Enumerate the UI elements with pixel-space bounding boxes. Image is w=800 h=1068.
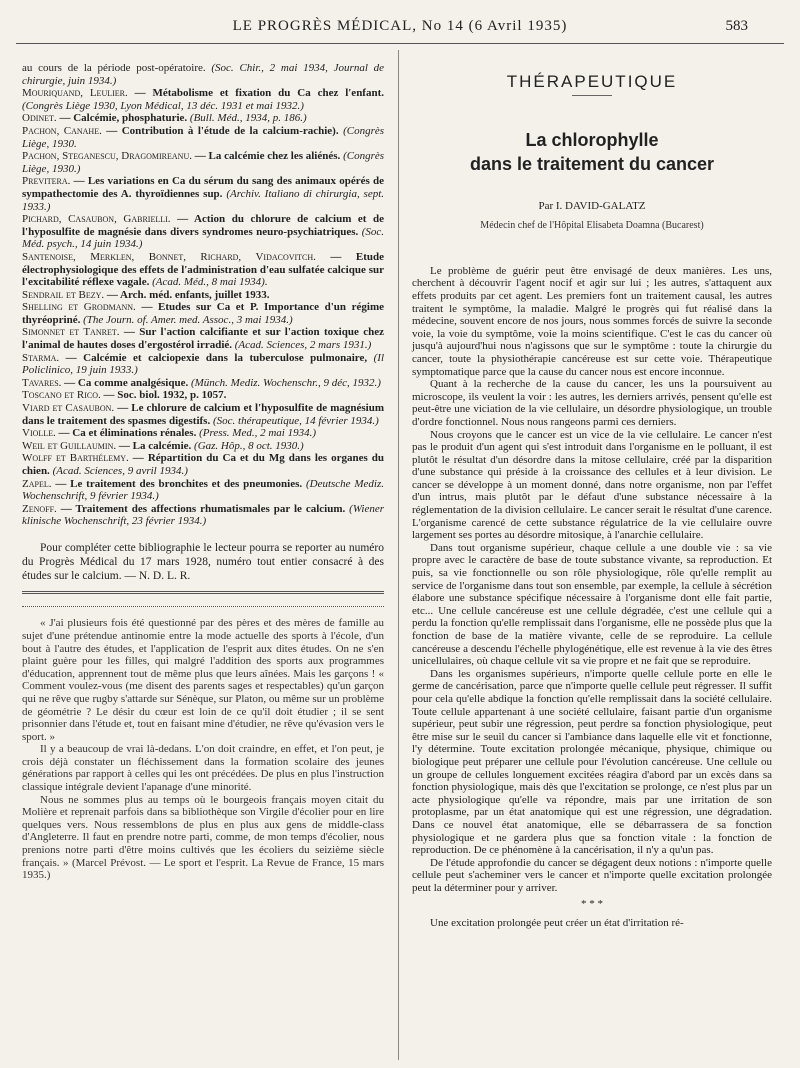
bibliography-entry xyxy=(22,427,384,440)
entry-source: (Soc. Chir., 2 mai 1934, Journal de chirurgie, juin 1934.) xyxy=(22,62,385,87)
entry-title: — Le chlorure de calcium et l'hyposulfite de magnésium dans le traitement des spasmes digestifs. xyxy=(22,402,385,427)
bibliography-entry xyxy=(22,326,384,351)
entry-title: — Ca et éliminations rénales. xyxy=(58,427,197,440)
bibliography-entry xyxy=(22,125,384,150)
bibliography-entry xyxy=(22,452,384,477)
entry-authors: Santenoise, Merklen, Bonnet, Richard, Vidacovitch. xyxy=(22,250,316,263)
entry-title: — Traitement des affections rhumatismales par le calcium. xyxy=(60,502,346,515)
entry-authors: Pachon, Steganescu, Dragomireanu. xyxy=(22,150,192,163)
quote-paragraph: « J'ai plusieurs fois été questionné par des pères et des mères de famille au sujet d'une prétendue antinomie entre la mode actuelle des sports à l'école, d'un bout à l'autre des études, et l'application de l'esprit aux dites études. On ne s'en plaint guère pour les filles, qui malgré l'addition des sports aux programmes d'éducation, apprennent tout de même plus que leurs aînées. Mais les garçons ! « Comment voulez-vous (me disent des parents sages et respectables) qu'un garçon qui ne rêve que rugby s'attarde sur Sénèque, sur Platon, ou même sur un problème de géométrie ? Le désir du cœur est loin de ce qu'il doit étudier ; il se sent prisonnier dans l'étude et, tout en faisant mine d'étudier, ne rêve qu'évasion vers le sport. » xyxy=(22,617,384,743)
bibliography-entry xyxy=(22,402,384,427)
entry-title: — Calcémie, phosphaturie. xyxy=(59,112,188,125)
bibliography-entry xyxy=(22,503,384,528)
byline-prefix: Par xyxy=(538,199,554,212)
quote-paragraph: Nous ne sommes plus au temps où le bourgeois français moyen citait du Molière et reprenait parfois dans sa bibliothèque son Virgile d'écolier pour en lire quelques vers. Nous ressemblons de plus en plus aux gens de middle-class d'Angleterre. Il faut en prendre notre parti, comme, de mon temps d'écolier, nous prenions notre parti d'être moins cultivés que les écoliers du seizième siècle français. » (Marcel Prévost. — Le sport et l'esprit. La Revue de France, 15 mars 1935.) xyxy=(22,793,384,882)
author-affiliation: Médecin chef de l'Hôpital Elisabeta Doamna (Bucarest) xyxy=(480,220,704,232)
page-number: 583 xyxy=(725,18,748,34)
entry-authors: Zapel. xyxy=(22,477,52,490)
entry-source: (The Journ. of. Amer. med. Assoc., 3 mai 1934.) xyxy=(83,313,293,326)
entry-authors: Shelling et Grodmann. xyxy=(22,301,136,314)
body-paragraph: Nous croyons que le cancer est un vice de la vie cellulaire. Le cancer n'est pas le produit d'un agent qui s'est introduit dans l'organisme en le polluant, il est plutôt le résultat d'un désordre dans la mitose cellulaire, créé par la disparition d'une substance qui préside à la croissance des cellules et à leur division. Le cancer se développe à un moment donné, dans notre organisme, non par l'effet d'un intrus, mais plutôt par le défaut d'une substance nécessaire à la réglementation de la division cellulaire. Le cancer serait le résultat d'une carence. L'organisme carencé de cette substance régulatrice de la vie cellulaire ouvre largement ses portes au désordre mitosique, à l'anarchie cellulaire. xyxy=(412,428,772,542)
entry-authors: Starma. xyxy=(22,351,60,364)
entry-source: (Congrès Liège, 1930. xyxy=(22,124,385,150)
entry-source: (Soc. thérapeutique, 14 février 1934.) xyxy=(212,414,379,427)
entry-authors: Zenoff. xyxy=(22,502,57,515)
entry-source: (Il Policlinico, 19 juin 1933.) xyxy=(22,351,385,377)
header-rule xyxy=(16,43,784,44)
entry-title: — Les variations en Ca du sérum du sang des animaux opérés de sympathectomie des A. thyroïdiennes sup. xyxy=(22,175,384,200)
bibliography-entry xyxy=(22,389,384,402)
bibliography-entry xyxy=(22,213,384,251)
bibliography-entry xyxy=(22,175,384,213)
entry-source: (Acad. Sciences, 2 mars 1931.) xyxy=(234,339,372,352)
bibliography-entry xyxy=(22,62,384,87)
left-column xyxy=(22,62,384,882)
entry-text: au cours de la période post-opératoire. xyxy=(22,62,206,74)
entry-source: (Acad. Sciences, 9 avril 1934.) xyxy=(52,465,188,477)
bibliography-entry xyxy=(22,289,384,302)
entry-authors: Wolff et Barthélemy. xyxy=(22,452,129,465)
entry-source: (Wiener klinische Wochenschrift, 23 février 1934.) xyxy=(22,502,384,528)
entry-source: (Gaz. Hôp., 8 oct. 1930.) xyxy=(194,439,304,452)
bibliography-entry xyxy=(22,87,384,112)
body-paragraph: Le problème de guérir peut être envisagé de deux manières. Les uns, cherchent à découvrir l'agent nocif et agir sur lui ; les autres, s'attaquent aux effets produits par cet agent. Les premiers font un traitement causal, les autres traitent le symptôme, la maladie. Malgré le progrès qui fut réalisé dans la médecine, souvent encore de nos jours, nous sommes forcés de suivre la seconde voie, la voie du symptôme, voie la moins scientifique. C'est le cas du cancer où jusqu'à aujourd'hui nous n'agissons que sur le symptôme : toute la chirurgie du cancer, toute la physiothérapie cancéreuse est sur cette voie. Thérapeutique symptomatique parce que la cause du cancer nous est encore inconnue. xyxy=(412,264,772,378)
bibliography-entry xyxy=(22,112,384,125)
running-header xyxy=(0,18,800,40)
entry-authors: Violle. xyxy=(22,427,56,440)
entry-source: (Bull. Méd., 1934, p. 186.) xyxy=(189,112,307,125)
entry-authors: Simonnet et Tanret. xyxy=(22,326,120,339)
body-paragraph: Dans les organismes supérieurs, n'importe quelle cellule porte en elle le germe de cancérisation, parce que n'importe quelle cellule peut régresser. Il suffit pour cela qu'elle abdique la fonction qu'elle remplissait dans la société cellulaire. Toute cellule appartenant à une société cellulaire, faisant partie d'un organisme supérieur, peut subir une régression, peut perdre sa fonction physiologique, peut être mise sur le seuil du cancer si l'ambiance dans laquelle elle vit et fonctionne, l'y détermine. Toute excitation prolongée mécanique, physique, chimique ou biologique peut préparer une cellule pour l'évolution cancéreuse. Une cellule ou un groupe de cellules longuement excitées réagira d'abord par un excès dans sa fonction physiologique, mais dès que l'excitation se prolonge, ce n'est plus par un acte physiologique qu'elle va répondre, mais par une irritation de son protoplasme, par un état anatomique qui est une régression, une dégradation. Dans ce nouvel état anatomique, elle se débarrassera de sa fonction physiologique et ne gardera plus que sa fonction vitale : la fonction de reproduction. De ce phénomène à la cancérisation, il n'y a qu'un pas. xyxy=(412,667,772,857)
bibliography-entry xyxy=(22,352,384,377)
bibliography-entry xyxy=(22,301,384,326)
bibliography-entry xyxy=(22,150,384,175)
entry-title: — Action du chlorure de calcium et de l'hyposulfite de magnésie dans divers syndromes neuro-psychiatriques. xyxy=(22,213,384,238)
author-name: I. DAVID-GALATZ xyxy=(555,199,646,212)
entry-title: — Calcémie et calciopexie dans la tuberculose pulmonaire, xyxy=(65,351,368,364)
entry-source: (Soc. Méd. psych., 14 juin 1934.) xyxy=(22,225,384,251)
entry-title: — La calcémie. xyxy=(118,439,192,452)
entry-title: — Soc. biol. 1932, p. 1057. xyxy=(103,389,227,402)
section-heading: THÉRAPEUTIQUE xyxy=(506,72,678,91)
entry-title: — Répartition du Ca et du Mg dans les organes du chien. xyxy=(22,452,385,477)
right-column xyxy=(412,62,772,930)
decorative-ornament xyxy=(22,591,384,607)
entry-source: (Press. Med., 2 mai 1934.) xyxy=(199,427,317,440)
entry-source: (Congrès Liège 1930, Lyon Médical, 13 déc. 1931 et mai 1932.) xyxy=(22,99,304,112)
entry-authors: Toscano et Rico. xyxy=(22,389,101,402)
bibliography-entry xyxy=(22,440,384,453)
entry-source: (Acad. Méd., 8 mai 1934). xyxy=(152,276,268,289)
entry-title: — Sur l'action calcifiante et sur l'action toxique chez l'animal de hautes doses d'ergostérol irradié. xyxy=(22,326,385,352)
entry-authors: Tavares. xyxy=(22,376,62,389)
entry-authors: Viard et Casaubon. xyxy=(22,402,115,415)
entry-title: — Arch. méd. enfants, juillet 1933. xyxy=(106,288,270,301)
entry-title: — Métabolisme et fixation du Ca chez l'enfant. xyxy=(134,87,385,100)
entry-authors: Mouriquand, Leulier. xyxy=(22,87,128,100)
entry-title: — Etude électrophysiologique des effets de l'administration d'eau sulfatée calcique sur l'excitabilité réflexe vagale. xyxy=(22,250,384,289)
bibliography-list xyxy=(22,62,384,528)
entry-authors: Odinet. xyxy=(22,112,57,125)
journal-title: LE PROGRÈS MÉDICAL, No 14 (6 Avril 1935) xyxy=(232,18,568,34)
article-title-line2: dans le traitement du cancer xyxy=(469,153,715,174)
article-title-line1: La chlorophylle xyxy=(525,129,659,150)
entry-title: — La calcémie chez les aliénés. xyxy=(194,150,341,163)
quoted-excerpt xyxy=(22,617,384,881)
bibliography-entry xyxy=(22,478,384,503)
column-divider xyxy=(398,50,399,1060)
entry-source: (Archiv. Italiano di chirurgia, sept. 1933.) xyxy=(22,187,385,213)
entry-source: (Congrès Liège, 1930.) xyxy=(22,150,385,175)
editor-note: Pour compléter cette bibliographie le lecteur pourra se reporter au numéro du Progrès Médical du 17 mars 1928, numéro tout entier consacré à des études sur le calcium. — N. D. L. R. xyxy=(22,541,384,582)
byline xyxy=(412,200,772,213)
body-paragraph-continued: Une excitation prolongée peut créer un état d'irritation ré- xyxy=(430,917,684,930)
entry-source: (Münch. Mediz. Wochenschr., 9 déc, 1932.) xyxy=(190,376,381,389)
entry-title: — Ca comme analgésique. xyxy=(64,376,189,389)
article-title xyxy=(412,128,772,176)
article-body xyxy=(412,265,772,930)
entry-authors: Weil et Guillaumin. xyxy=(22,439,117,452)
section-rule xyxy=(572,95,612,96)
entry-authors: Previtera. xyxy=(22,175,71,188)
bibliography-entry xyxy=(22,251,384,289)
entry-title: — Le traitement des bronchites et des pneumonies. xyxy=(55,477,303,490)
bibliography-entry xyxy=(22,377,384,390)
entry-authors: Pichard, Casaubon, Gabrielli. xyxy=(22,213,171,226)
entry-authors: Sendrail et Bezy. xyxy=(22,288,105,301)
entry-source: (Deutsche Mediz. Wochenschrift, 9 février 1934.) xyxy=(22,477,385,503)
entry-title: — Contribution à l'étude de la calcium-rachie). xyxy=(106,124,339,137)
body-paragraph: Quant à la recherche de la cause du cancer, les uns la poursuivent au microscope, ils veulent la voir : les autres, les derniers arrivés, pensent qu'elle est peut-être une viciation de la vie cellulaire, un désordre physiologique, un trouble d'ordre fonctionnel. Nous nous rangeons parmi ces derniers. xyxy=(412,378,772,428)
section-break-asterisks: * * * xyxy=(581,898,603,911)
body-paragraph: Dans tout organisme supérieur, chaque cellule a une double vie : sa vie propre avec le caractère de base de toute substance vivante, sa reproduction. Et puis, sa vie fonctionnelle ou son rôle physiologique, rôle qu'elle remplit au service de l'organisme dans tout son ensemble, par exemple, la cellule à sécrétion élabore une substance spécifique nécessaire à l'organisme dont elle fait partie, etc... Une cellule cancéreuse est une cellule dégradée, c'est une cellule qui a perdu la fonction qu'elle remplissait dans l'organisme, elle ne possède plus que la fonction de base de la matière vivante, celle de se reproduire. La cellule cancéreuse a descendu l'échelle phylogénétique, elle est revenue à la vie des êtres unicellulaires, où chaque cellule vit sa vie propre et ne fait que se reproduire. xyxy=(412,541,772,668)
quote-paragraph: Il y a beaucoup de vrai là-dedans. L'on doit craindre, en effet, et l'on peut, je crois déjà constater un fléchissement dans la formation scolaire des jeunes générations par rapport à celles qui les ont précédées. De plus en plus l'instruction classique intégrale devient l'apanage d'une minorité. xyxy=(22,743,384,794)
entry-authors: Pachon, Canahe. xyxy=(22,124,102,137)
entry-title: — Etudes sur Ca et P. Importance d'un régime thyréopriné. xyxy=(22,301,385,326)
body-paragraph: De l'étude approfondie du cancer se dégagent deux notions : n'importe quelle cellule peut s'acheminer vers le cancer et n'importe quelle excitation prolongée peut la déterminer pour y arriver. xyxy=(412,856,772,894)
